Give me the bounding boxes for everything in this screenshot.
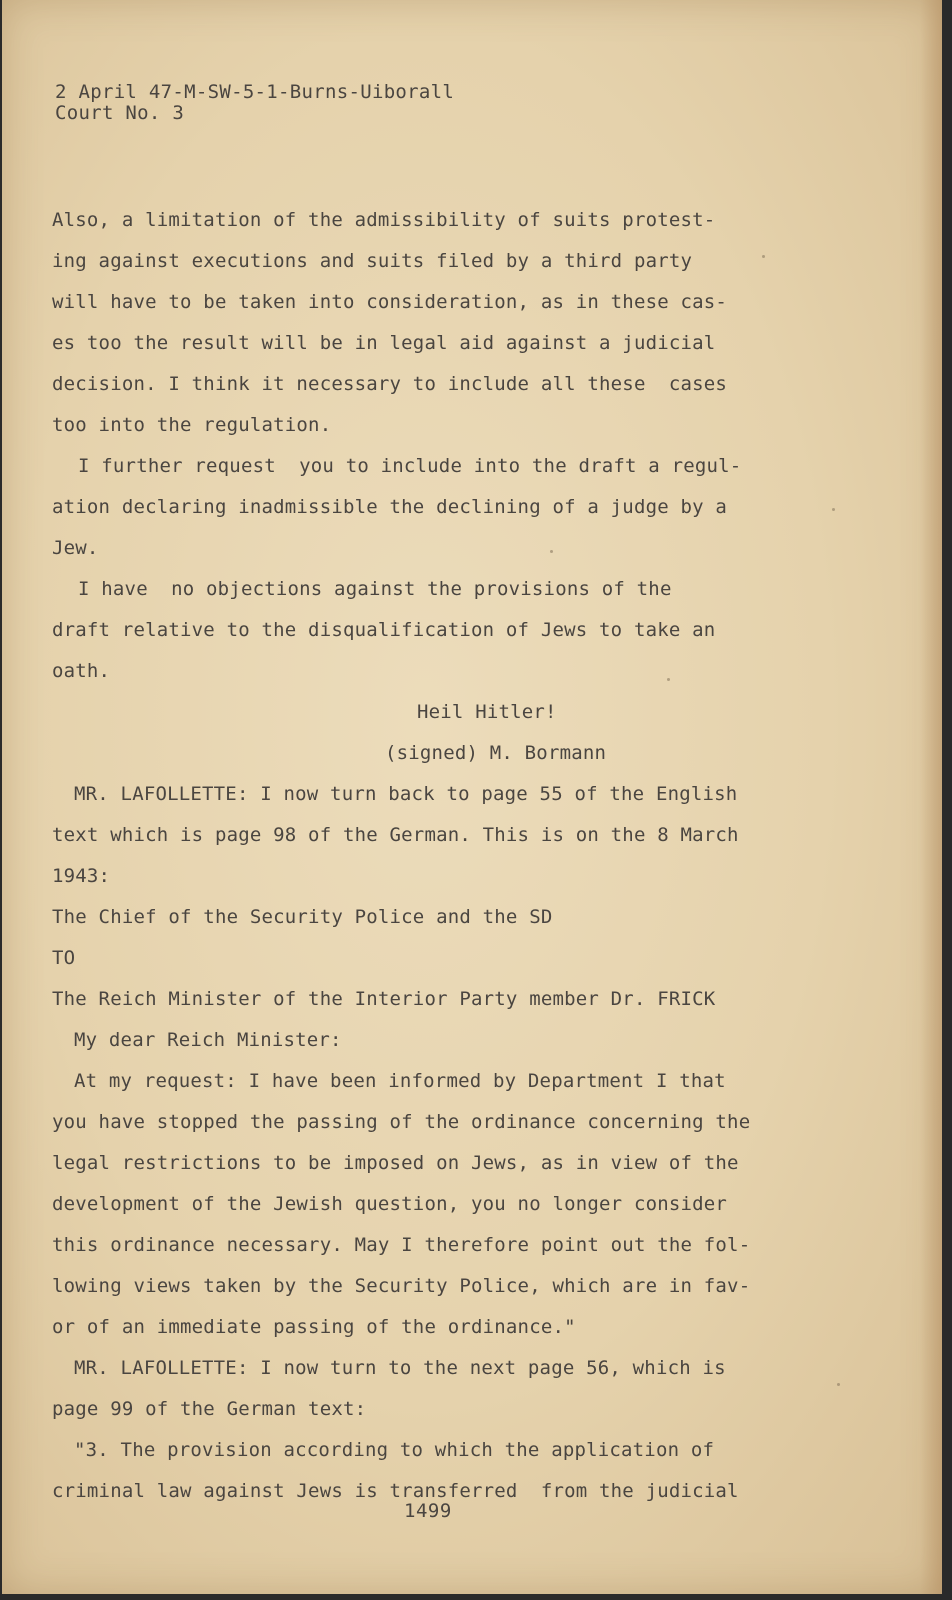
text-line: oath. [52,660,111,682]
text-line: I further request you to include into the draft a regul- [78,455,742,477]
text-line: My dear Reich Minister: [74,1029,342,1051]
paper-speck [550,550,553,553]
speaker-line: MR. LAFOLLETTE: I now turn back to page 55 of the English [74,783,738,805]
paper-speck [667,678,670,681]
speaker-line: MR. LAFOLLETTE: I now turn to the next page 56, which is [74,1357,726,1379]
text-line: Also, a limitation of the admissibility of suits protest- [52,209,716,231]
document-header [55,82,454,124]
salutation-line: Heil Hitler! [417,701,557,723]
text-line: development of the Jewish question, you no longer consider [52,1193,728,1215]
text-line: TO [52,947,76,969]
text-line: or of an immediate passing of the ordinance." [52,1316,576,1338]
document-page [2,0,942,1594]
text-line: legal restrictions to be imposed on Jews, as in view of the [52,1152,739,1174]
header-reference: 2 April 47-M-SW-5-1-Burns-Uiborall [55,81,455,103]
text-line: 1943: [52,865,111,887]
text-line: this ordinance necessary. May I therefore point out the fol- [52,1234,751,1256]
text-line: The Reich Minister of the Interior Party member Dr. FRICK [52,988,716,1010]
header-court: Court No. 3 [55,102,185,124]
page-number: 1499 [404,1500,452,1522]
text-line: draft relative to the disqualification of Jews to take an [52,619,716,641]
transcript-body [52,200,792,1512]
text-line: will have to be taken into consideration, as in these cas- [52,291,728,313]
signature-line: (signed) M. Bormann [385,742,607,764]
paper-speck [832,508,835,511]
text-line: "3. The provision according to which the application of [74,1439,715,1461]
text-line: At my request: I have been informed by Department I that [74,1070,726,1092]
text-line: text which is page 98 of the German. This is on the 8 March [52,824,739,846]
text-line: you have stopped the passing of the ordinance concerning the [52,1111,751,1133]
text-line: page 99 of the German text: [52,1398,367,1420]
text-line: Jew. [52,537,99,559]
text-line: The Chief of the Security Police and the SD [52,906,553,928]
paper-speck [762,255,765,258]
text-line: decision. I think it necessary to include all these cases [52,373,728,395]
text-line: criminal law against Jews is transferred from the judicial [52,1480,739,1502]
text-line: ation declaring inadmissible the declining of a judge by a [52,496,728,518]
paper-speck [837,1383,840,1386]
text-line: too into the regulation. [52,414,332,436]
text-line: lowing views taken by the Security Police, which are in fav- [52,1275,751,1297]
text-line: I have no objections against the provisions of the [78,578,672,600]
text-line: ing against executions and suits filed by a third party [52,250,693,272]
text-line: es too the result will be in legal aid against a judicial [52,332,716,354]
